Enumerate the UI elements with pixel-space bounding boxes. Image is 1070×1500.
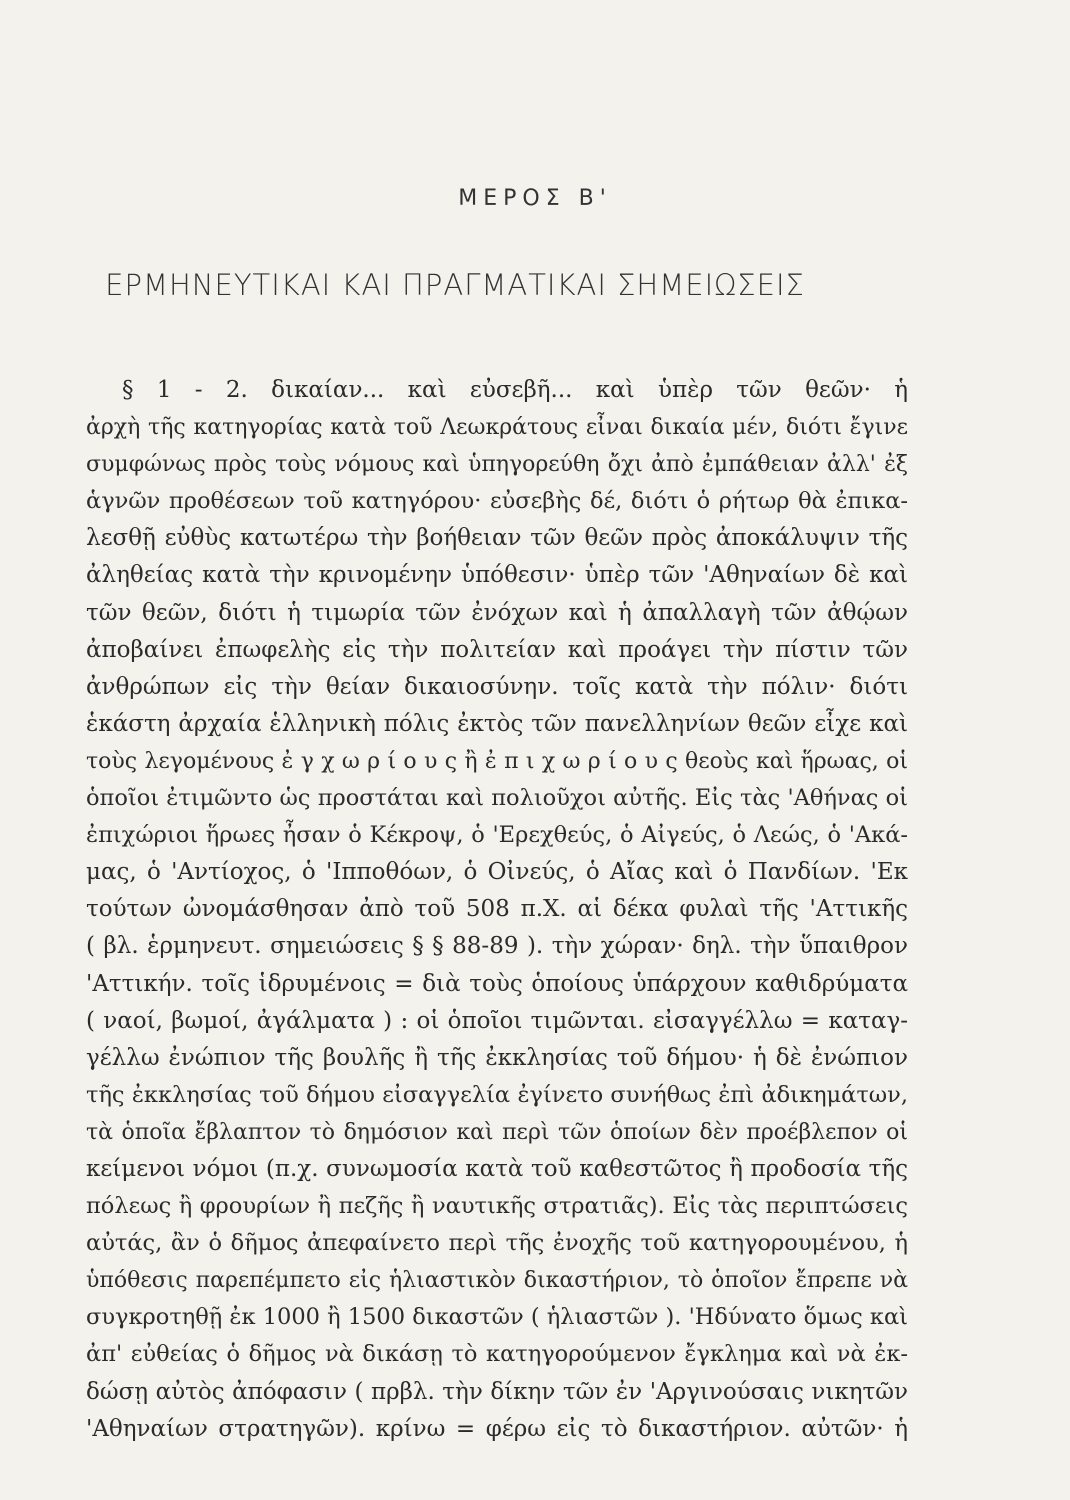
text-line: ἁγνῶν προθέσεων τοῦ κατηγόρου· εὐσεβὴς δέ, διότι ὁ ρήτωρ θὰ ἐπικα- <box>86 488 908 515</box>
text-line: ὁποῖοι ἐτιμῶντο ὡς προστάται καὶ πολιοῦχοι αὐτῆς. Εἰς τὰς 'Αθήνας οἱ <box>86 785 908 812</box>
part-title: ΜΕΡΟΣ Β' <box>458 186 612 211</box>
text-line: ὑπόθεσις παρεπέμπετο εἰς ἡλιαστικὸν δικαστήριον, τὸ ὁποῖον ἔπρεπε νὰ <box>86 1268 908 1294</box>
text-line: ἐπιχώριοι ἥρωες ἦσαν ὁ Κέκροψ, ὁ 'Ερεχθεύς, ὁ Αἰγεύς, ὁ Λεώς, ὁ 'Ακά- <box>86 822 908 849</box>
text-line: ἀποβαίνει ἐπωφελὴς εἰς τὴν πολιτείαν καὶ προάγει τὴν πίστιν τῶν <box>86 636 908 663</box>
text-line: τούτων ὠνομάσθησαν ἀπὸ τοῦ 508 π.Χ. αἱ δέκα φυλαὶ τῆς 'Αττικῆς <box>86 896 908 923</box>
text-line: τὰ ὁποῖα ἔβλαπτον τὸ δημόσιον καὶ περὶ τῶν ὁποίων δὲν προέβλεπον οἱ <box>86 1119 908 1145</box>
section-heading: ΕΡΜΗΝΕΥΤΙΚΑΙ ΚΑΙ ΠΡΑΓΜΑΤΙΚΑΙ ΣΗΜΕΙΩΣΕΙΣ <box>105 268 805 302</box>
text-line: ἑκάστη ἀρχαία ἑλληνικὴ πόλις ἐκτὸς τῶν πανελληνίων θεῶν εἶχε καὶ <box>86 710 908 737</box>
text-line: μας, ὁ 'Αντίοχος, ὁ 'Ιπποθόων, ὁ Οἰνεύς, ὁ Αἴας καὶ ὁ Πανδίων. 'Εκ <box>86 859 908 886</box>
text-line: τῆς ἐκκλησίας τοῦ δήμου εἰσαγγελία ἐγίνετο συνήθως ἐπὶ ἀδικημάτων, <box>86 1081 908 1108</box>
text-line: ἀρχὴ τῆς κατηγορίας κατὰ τοῦ Λεωκράτους εἶναι δικαία μέν, διότι ἔγινε <box>86 415 908 441</box>
text-line: ἀπ' εὐθείας ὁ δῆμος νὰ δικάσῃ τὸ κατηγορούμενον ἔγκλημα καὶ νὰ ἐκ- <box>86 1341 908 1368</box>
text-line: τοὺς λεγομένους ἐ γ χ ω ρ ί ο υ ς ἢ ἐ π ι χ ω ρ ί ο υ ς θεοὺς καὶ ἥρωας, οἱ <box>86 748 908 774</box>
text-line: 'Αθηναίων στρατηγῶν). κρίνω = φέρω εἰς τὸ δικαστήριον. αὐτῶν· ἡ <box>86 1415 908 1442</box>
text-line: ἀνθρώπων εἰς τὴν θείαν δικαιοσύνην. τοῖς κατὰ τὴν πόλιν· διότι <box>86 673 908 700</box>
text-line: λεσθῇ εὐθὺς κατωτέρω τὴν βοήθειαν τῶν θεῶν πρὸς ἀποκάλυψιν τῆς <box>86 525 908 552</box>
text-line: τῶν θεῶν, διότι ἡ τιμωρία τῶν ἐνόχων καὶ ἡ ἀπαλλαγὴ τῶν ἀθῴων <box>86 599 908 626</box>
text-line: συμφώνως πρὸς τοὺς νόμους καὶ ὑπηγορεύθη ὄχι ἀπὸ ἐμπάθειαν ἀλλ' ἐξ <box>86 452 908 478</box>
text-line: συγκροτηθῇ ἐκ 1000 ἢ 1500 δικαστῶν ( ἡλιαστῶν ). 'Ηδύνατο ὅμως καὶ <box>86 1304 908 1331</box>
text-line: δώσῃ αὐτὸς ἀπόφασιν ( πρβλ. τὴν δίκην τῶν ἐν 'Αργινούσαις νικητῶν <box>86 1378 908 1405</box>
text-line: αὐτάς, ἂν ὁ δῆμος ἀπεφαίνετο περὶ τῆς ἐνοχῆς τοῦ κατηγορουμένου, ἡ <box>86 1230 908 1257</box>
body-text <box>86 372 908 1448</box>
text-line: κείμενοι νόμοι (π.χ. συνωμοσία κατὰ τοῦ καθεστῶτος ἢ προδοσία τῆς <box>86 1155 908 1182</box>
text-line: § 1 - 2. δικαίαν... καὶ εὐσεβῆ... καὶ ὑπὲρ τῶν θεῶν· ἡ <box>122 377 908 403</box>
text-line: ἀληθείας κατὰ τὴν κρινομένην ὑπόθεσιν· ὑπὲρ τῶν 'Αθηναίων δὲ καὶ <box>86 562 908 589</box>
text-line: γέλλω ἐνώπιον τῆς βουλῆς ἢ τῆς ἐκκλησίας τοῦ δήμου· ἡ δὲ ἐνώπιον <box>86 1044 908 1071</box>
text-line: πόλεως ἢ φρουρίων ἢ πεζῆς ἢ ναυτικῆς στρατιᾶς). Εἰς τὰς περιπτώσεις <box>86 1193 908 1220</box>
text-line: ( βλ. ἑρμηνευτ. σημειώσεις § § 88-89 ). τὴν χώραν· δηλ. τὴν ὕπαιθρον <box>86 933 908 960</box>
text-line: ( ναοί, βωμοί, ἀγάλματα ) : οἱ ὁποῖοι τιμῶνται. εἰσαγγέλλω = καταγ- <box>86 1007 908 1034</box>
text-line: 'Αττικήν. τοῖς ἱδρυμένοις = διὰ τοὺς ὁποίους ὑπάρχουν καθιδρύματα <box>86 970 908 997</box>
